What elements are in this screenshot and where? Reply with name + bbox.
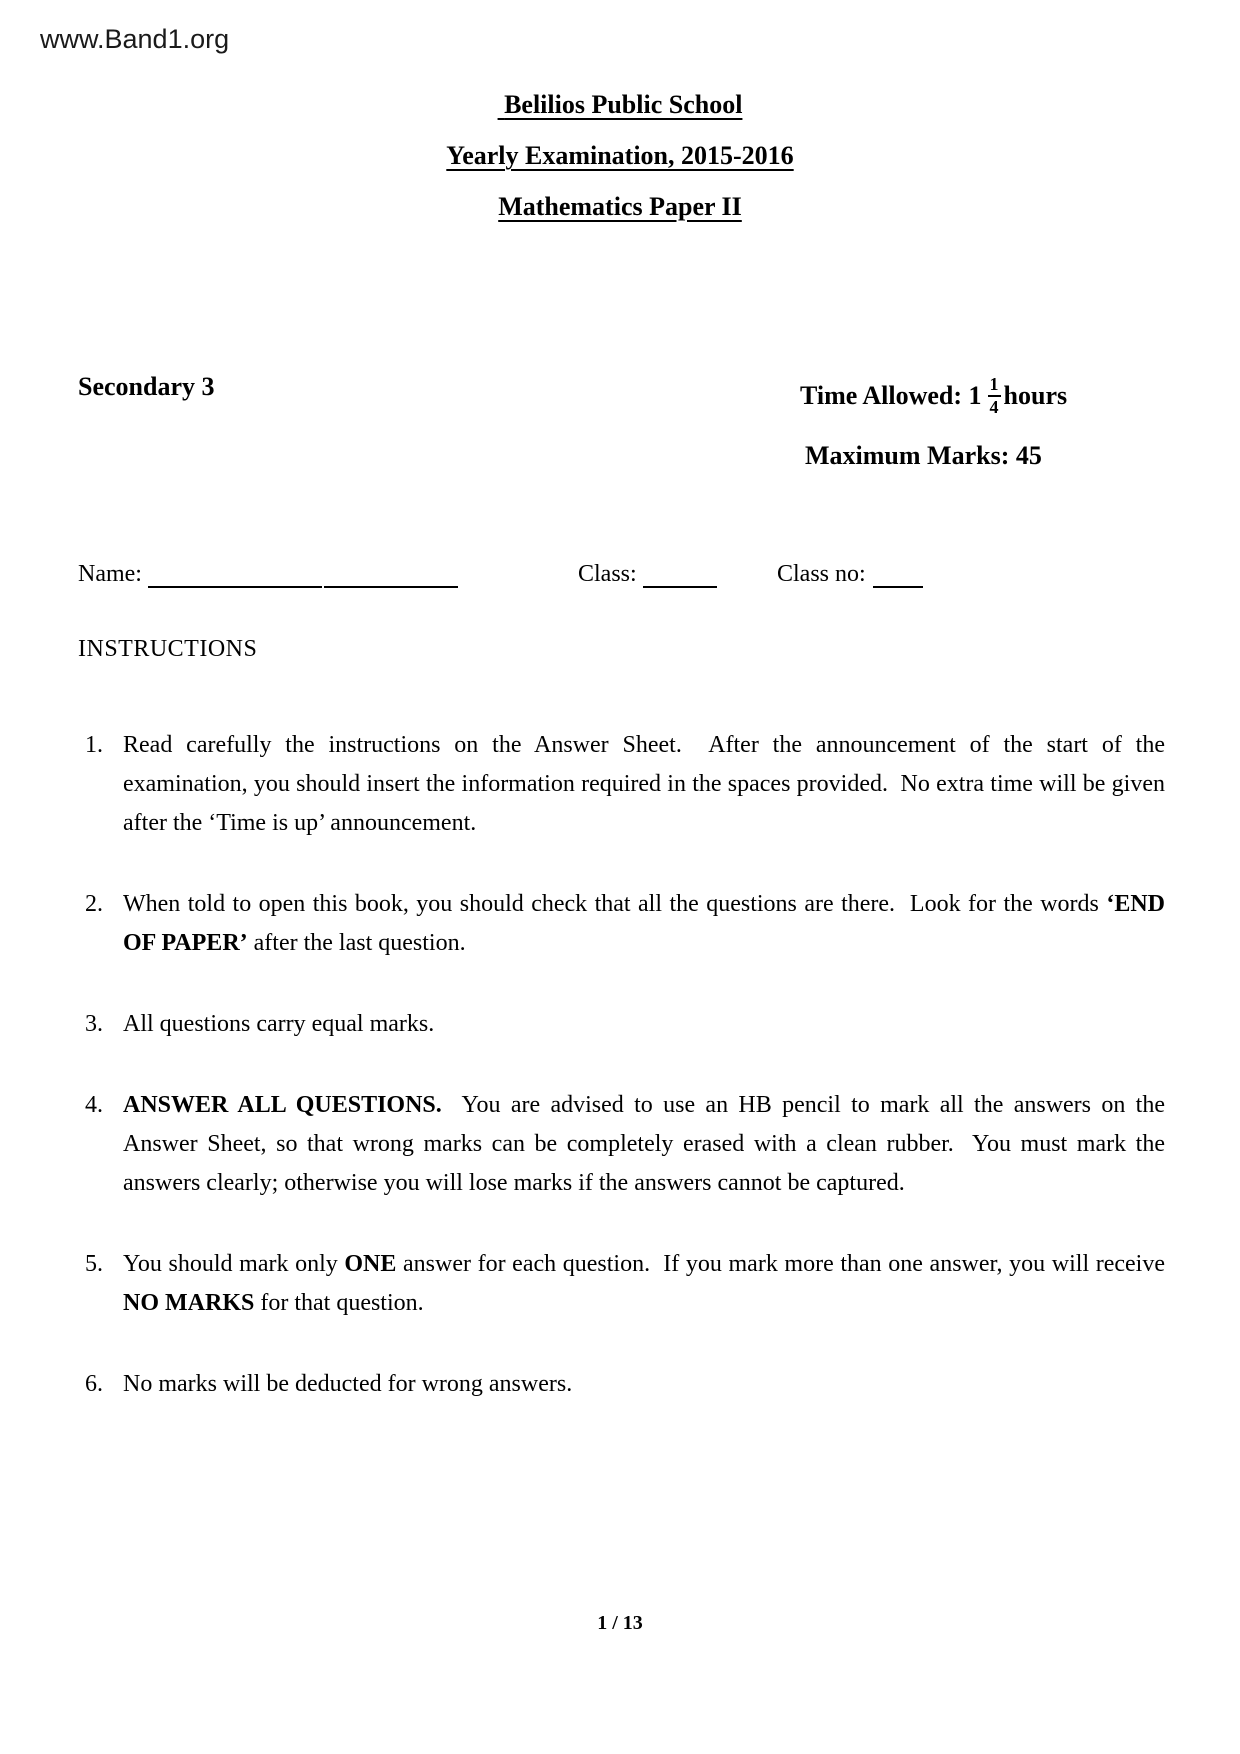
time-allowed-label: Time Allowed: 1: [800, 381, 982, 410]
instruction-item: [85, 1365, 1165, 1404]
level-label: Secondary 3: [78, 372, 215, 401]
time-allowed: [800, 354, 1067, 438]
instruction-text: ANSWER ALL QUESTIONS. You are advised to use an HB pencil to mark all the answers on the Answer Sheet, so that wrong marks can be completely erased with a clean rubber. You must mark the answers clearly; otherwise you will lose marks if the answers cannot be captured.: [123, 1092, 1171, 1196]
instructions-heading: INSTRUCTIONS: [78, 636, 258, 662]
exam-title: Yearly Examination, 2015-2016: [446, 141, 794, 170]
class-no-blank-line: [873, 556, 923, 588]
instruction-number: 1.: [85, 732, 103, 758]
instruction-text: Read carefully the instructions on the Answer Sheet. After the announcement of the start of the examination, you should insert the information required in the spaces provided. No extra time will be given after the ‘Time is up’ announcement.: [123, 732, 1171, 836]
title-block: [0, 90, 1240, 243]
watermark-text: www.Band1.org: [40, 24, 230, 54]
instruction-text: No marks will be deducted for wrong answers.: [123, 1371, 573, 1397]
paper-title: Mathematics Paper II: [498, 192, 742, 221]
instruction-item: [85, 726, 1171, 843]
student-info-row: [78, 556, 1178, 600]
instruction-number: 4.: [85, 1092, 103, 1118]
instructions-list: [85, 726, 1172, 1446]
name-label: Name:: [78, 561, 142, 587]
instruction-item: [85, 1245, 1172, 1323]
instruction-number: 6.: [85, 1371, 103, 1397]
instruction-text: When told to open this book, you should check that all the questions are there. Look for the words ‘END OF PAPER’ after the last question.: [123, 891, 1171, 956]
class-blank-line: [643, 556, 717, 588]
class-no-label: Class no:: [777, 561, 866, 587]
fraction-denominator: 4: [989, 397, 999, 417]
instruction-item: [85, 1086, 1171, 1203]
instruction-number: 2.: [85, 891, 103, 917]
instruction-item: [85, 1005, 1165, 1044]
time-allowed-unit: hours: [1003, 381, 1068, 410]
instruction-item: [85, 885, 1171, 963]
instruction-number: 3.: [85, 1011, 103, 1037]
class-label: Class:: [578, 561, 637, 587]
name-blank-line: [148, 556, 322, 588]
name-blank-line: [324, 556, 458, 588]
fraction-numerator: 1: [989, 374, 999, 395]
instruction-number: 5.: [85, 1251, 103, 1277]
instruction-text: All questions carry equal marks.: [123, 1011, 435, 1037]
time-fraction: [988, 375, 1001, 417]
maximum-marks: Maximum Marks: 45: [805, 441, 1042, 470]
instruction-text: You should mark only ONE answer for each question. If you mark more than one answer, you will receive NO MARKS for that question.: [123, 1251, 1172, 1316]
page-number: 1 / 13: [597, 1612, 643, 1634]
school-name: Belilios Public School: [497, 90, 743, 119]
